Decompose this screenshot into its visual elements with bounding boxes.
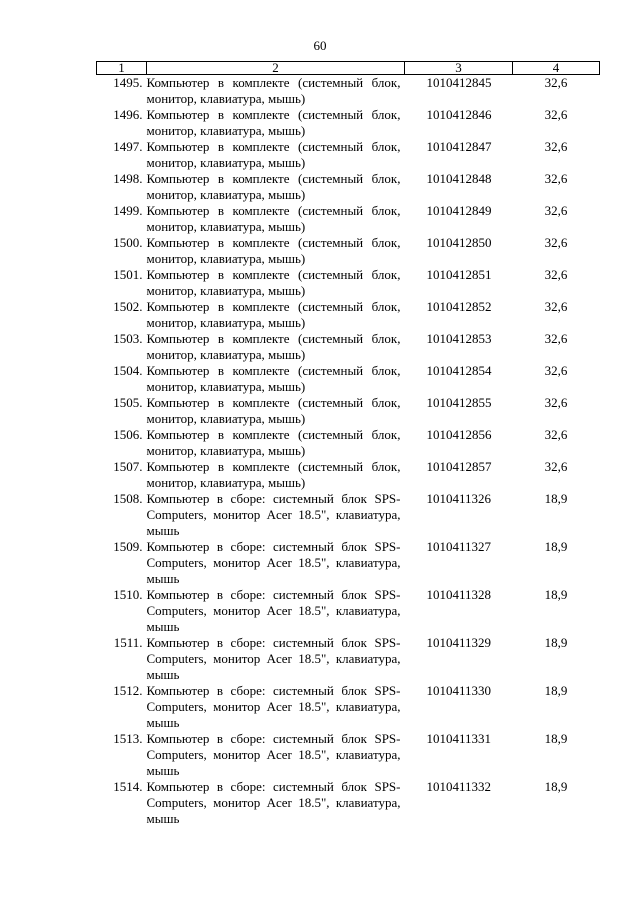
- table-row: [97, 75, 600, 108]
- row-description: Компьютер в сборе: системный блок SPS-Computers, монитор Acer 18.5", клавиатура, мышь: [146, 779, 401, 826]
- table-row: [97, 203, 600, 235]
- row-value: 32,6: [544, 75, 568, 90]
- table-body: [97, 75, 600, 828]
- table-row: [97, 491, 600, 539]
- row-inventory-code: 1010412856: [426, 427, 492, 442]
- row-number: 1495.: [113, 75, 143, 90]
- row-inventory-code: 1010412853: [426, 331, 492, 346]
- row-description: Компьютер в комплекте (системный блок, монитор, клавиатура, мышь): [146, 235, 401, 266]
- row-number: 1503.: [113, 331, 143, 346]
- row-description: Компьютер в сборе: системный блок SPS-Computers, монитор Acer 18.5", клавиатура, мышь: [146, 731, 401, 778]
- row-inventory-code: 1010411327: [426, 539, 492, 554]
- table-row: [97, 235, 600, 267]
- table-row: [97, 395, 600, 427]
- row-number: 1502.: [113, 299, 143, 314]
- row-value: 18,9: [544, 779, 568, 794]
- row-description: Компьютер в сборе: системный блок SPS-Computers, монитор Acer 18.5", клавиатура, мышь: [146, 491, 401, 538]
- row-number: 1505.: [113, 395, 143, 410]
- row-inventory-code: 1010412857: [426, 459, 492, 474]
- row-description: Компьютер в комплекте (системный блок, монитор, клавиатура, мышь): [146, 363, 401, 394]
- table-row: [97, 459, 600, 491]
- row-description: Компьютер в сборе: системный блок SPS-Computers, монитор Acer 18.5", клавиатура, мышь: [146, 587, 401, 634]
- row-number: 1507.: [113, 459, 143, 474]
- column-header-number: 1: [97, 62, 147, 75]
- row-value: 32,6: [544, 107, 568, 122]
- row-value: 18,9: [544, 539, 568, 554]
- row-number: 1508.: [113, 491, 143, 506]
- column-header-code: 3: [405, 62, 513, 75]
- column-header-description: 2: [147, 62, 405, 75]
- row-description: Компьютер в сборе: системный блок SPS-Computers, монитор Acer 18.5", клавиатура, мышь: [146, 635, 401, 682]
- row-description: Компьютер в комплекте (системный блок, монитор, клавиатура, мышь): [146, 75, 401, 106]
- inventory-table: [96, 61, 600, 827]
- row-inventory-code: 1010411330: [426, 683, 492, 698]
- table-row: [97, 299, 600, 331]
- row-number: 1504.: [113, 363, 143, 378]
- row-value: 18,9: [544, 491, 568, 506]
- table-row: [97, 683, 600, 731]
- table-row: [97, 779, 600, 827]
- table-row: [97, 171, 600, 203]
- row-description: Компьютер в комплекте (системный блок, монитор, клавиатура, мышь): [146, 139, 401, 170]
- row-inventory-code: 1010412849: [426, 203, 492, 218]
- table-row: [97, 139, 600, 171]
- row-description: Компьютер в комплекте (системный блок, монитор, клавиатура, мышь): [146, 395, 401, 426]
- row-inventory-code: 1010411332: [426, 779, 492, 794]
- row-value: 32,6: [544, 395, 568, 410]
- table-row: [97, 427, 600, 459]
- row-inventory-code: 1010412855: [426, 395, 492, 410]
- row-inventory-code: 1010411329: [426, 635, 492, 650]
- row-number: 1501.: [113, 267, 143, 282]
- row-description: Компьютер в комплекте (системный блок, монитор, клавиатура, мышь): [146, 459, 401, 490]
- row-value: 32,6: [544, 203, 568, 218]
- row-inventory-code: 1010412851: [426, 267, 492, 282]
- row-value: 32,6: [544, 427, 568, 442]
- row-number: 1509.: [113, 539, 143, 554]
- row-number: 1506.: [113, 427, 143, 442]
- row-description: Компьютер в комплекте (системный блок, монитор, клавиатура, мышь): [146, 299, 401, 330]
- row-description: Компьютер в сборе: системный блок SPS-Computers, монитор Acer 18.5", клавиатура, мышь: [146, 539, 401, 586]
- row-value: 32,6: [544, 363, 568, 378]
- row-value: 32,6: [544, 171, 568, 186]
- row-value: 18,9: [544, 635, 568, 650]
- row-number: 1511.: [113, 635, 143, 650]
- row-number: 1496.: [113, 107, 143, 122]
- row-number: 1498.: [113, 171, 143, 186]
- table-row: [97, 107, 600, 139]
- row-description: Компьютер в комплекте (системный блок, монитор, клавиатура, мышь): [146, 107, 401, 138]
- row-inventory-code: 1010411326: [426, 491, 492, 506]
- row-number: 1512.: [113, 683, 143, 698]
- table-row: [97, 731, 600, 779]
- row-description: Компьютер в комплекте (системный блок, монитор, клавиатура, мышь): [146, 267, 401, 298]
- row-value: 18,9: [544, 731, 568, 746]
- row-number: 1513.: [113, 731, 143, 746]
- row-description: Компьютер в комплекте (системный блок, монитор, клавиатура, мышь): [146, 203, 401, 234]
- row-value: 32,6: [544, 299, 568, 314]
- row-value: 32,6: [544, 267, 568, 282]
- row-description: Компьютер в комплекте (системный блок, монитор, клавиатура, мышь): [146, 331, 401, 362]
- table-row: [97, 635, 600, 683]
- table-row: [97, 331, 600, 363]
- row-inventory-code: 1010412848: [426, 171, 492, 186]
- column-header-value: 4: [513, 62, 600, 75]
- row-inventory-code: 1010412850: [426, 235, 492, 250]
- row-inventory-code: 1010411328: [426, 587, 492, 602]
- row-value: 32,6: [544, 459, 568, 474]
- row-value: 18,9: [544, 587, 568, 602]
- table-row: [97, 363, 600, 395]
- row-number: 1510.: [113, 587, 143, 602]
- row-description: Компьютер в комплекте (системный блок, монитор, клавиатура, мышь): [146, 427, 401, 458]
- row-value: 32,6: [544, 331, 568, 346]
- row-inventory-code: 1010412847: [426, 139, 492, 154]
- row-number: 1499.: [113, 203, 143, 218]
- row-value: 32,6: [544, 139, 568, 154]
- row-number: 1497.: [113, 139, 143, 154]
- table-row: [97, 539, 600, 587]
- row-description: Компьютер в сборе: системный блок SPS-Computers, монитор Acer 18.5", клавиатура, мышь: [146, 683, 401, 730]
- row-inventory-code: 1010412854: [426, 363, 492, 378]
- row-value: 32,6: [544, 235, 568, 250]
- row-description: Компьютер в комплекте (системный блок, монитор, клавиатура, мышь): [146, 171, 401, 202]
- table-row: [97, 587, 600, 635]
- row-value: 18,9: [544, 683, 568, 698]
- page-number: 60: [313, 38, 327, 53]
- row-number: 1500.: [113, 235, 143, 250]
- row-inventory-code: 1010411331: [426, 731, 492, 746]
- row-inventory-code: 1010412845: [426, 75, 492, 90]
- row-number: 1514.: [113, 779, 143, 794]
- row-inventory-code: 1010412852: [426, 299, 492, 314]
- table-header-row: [97, 62, 600, 75]
- table-row: [97, 267, 600, 299]
- row-inventory-code: 1010412846: [426, 107, 492, 122]
